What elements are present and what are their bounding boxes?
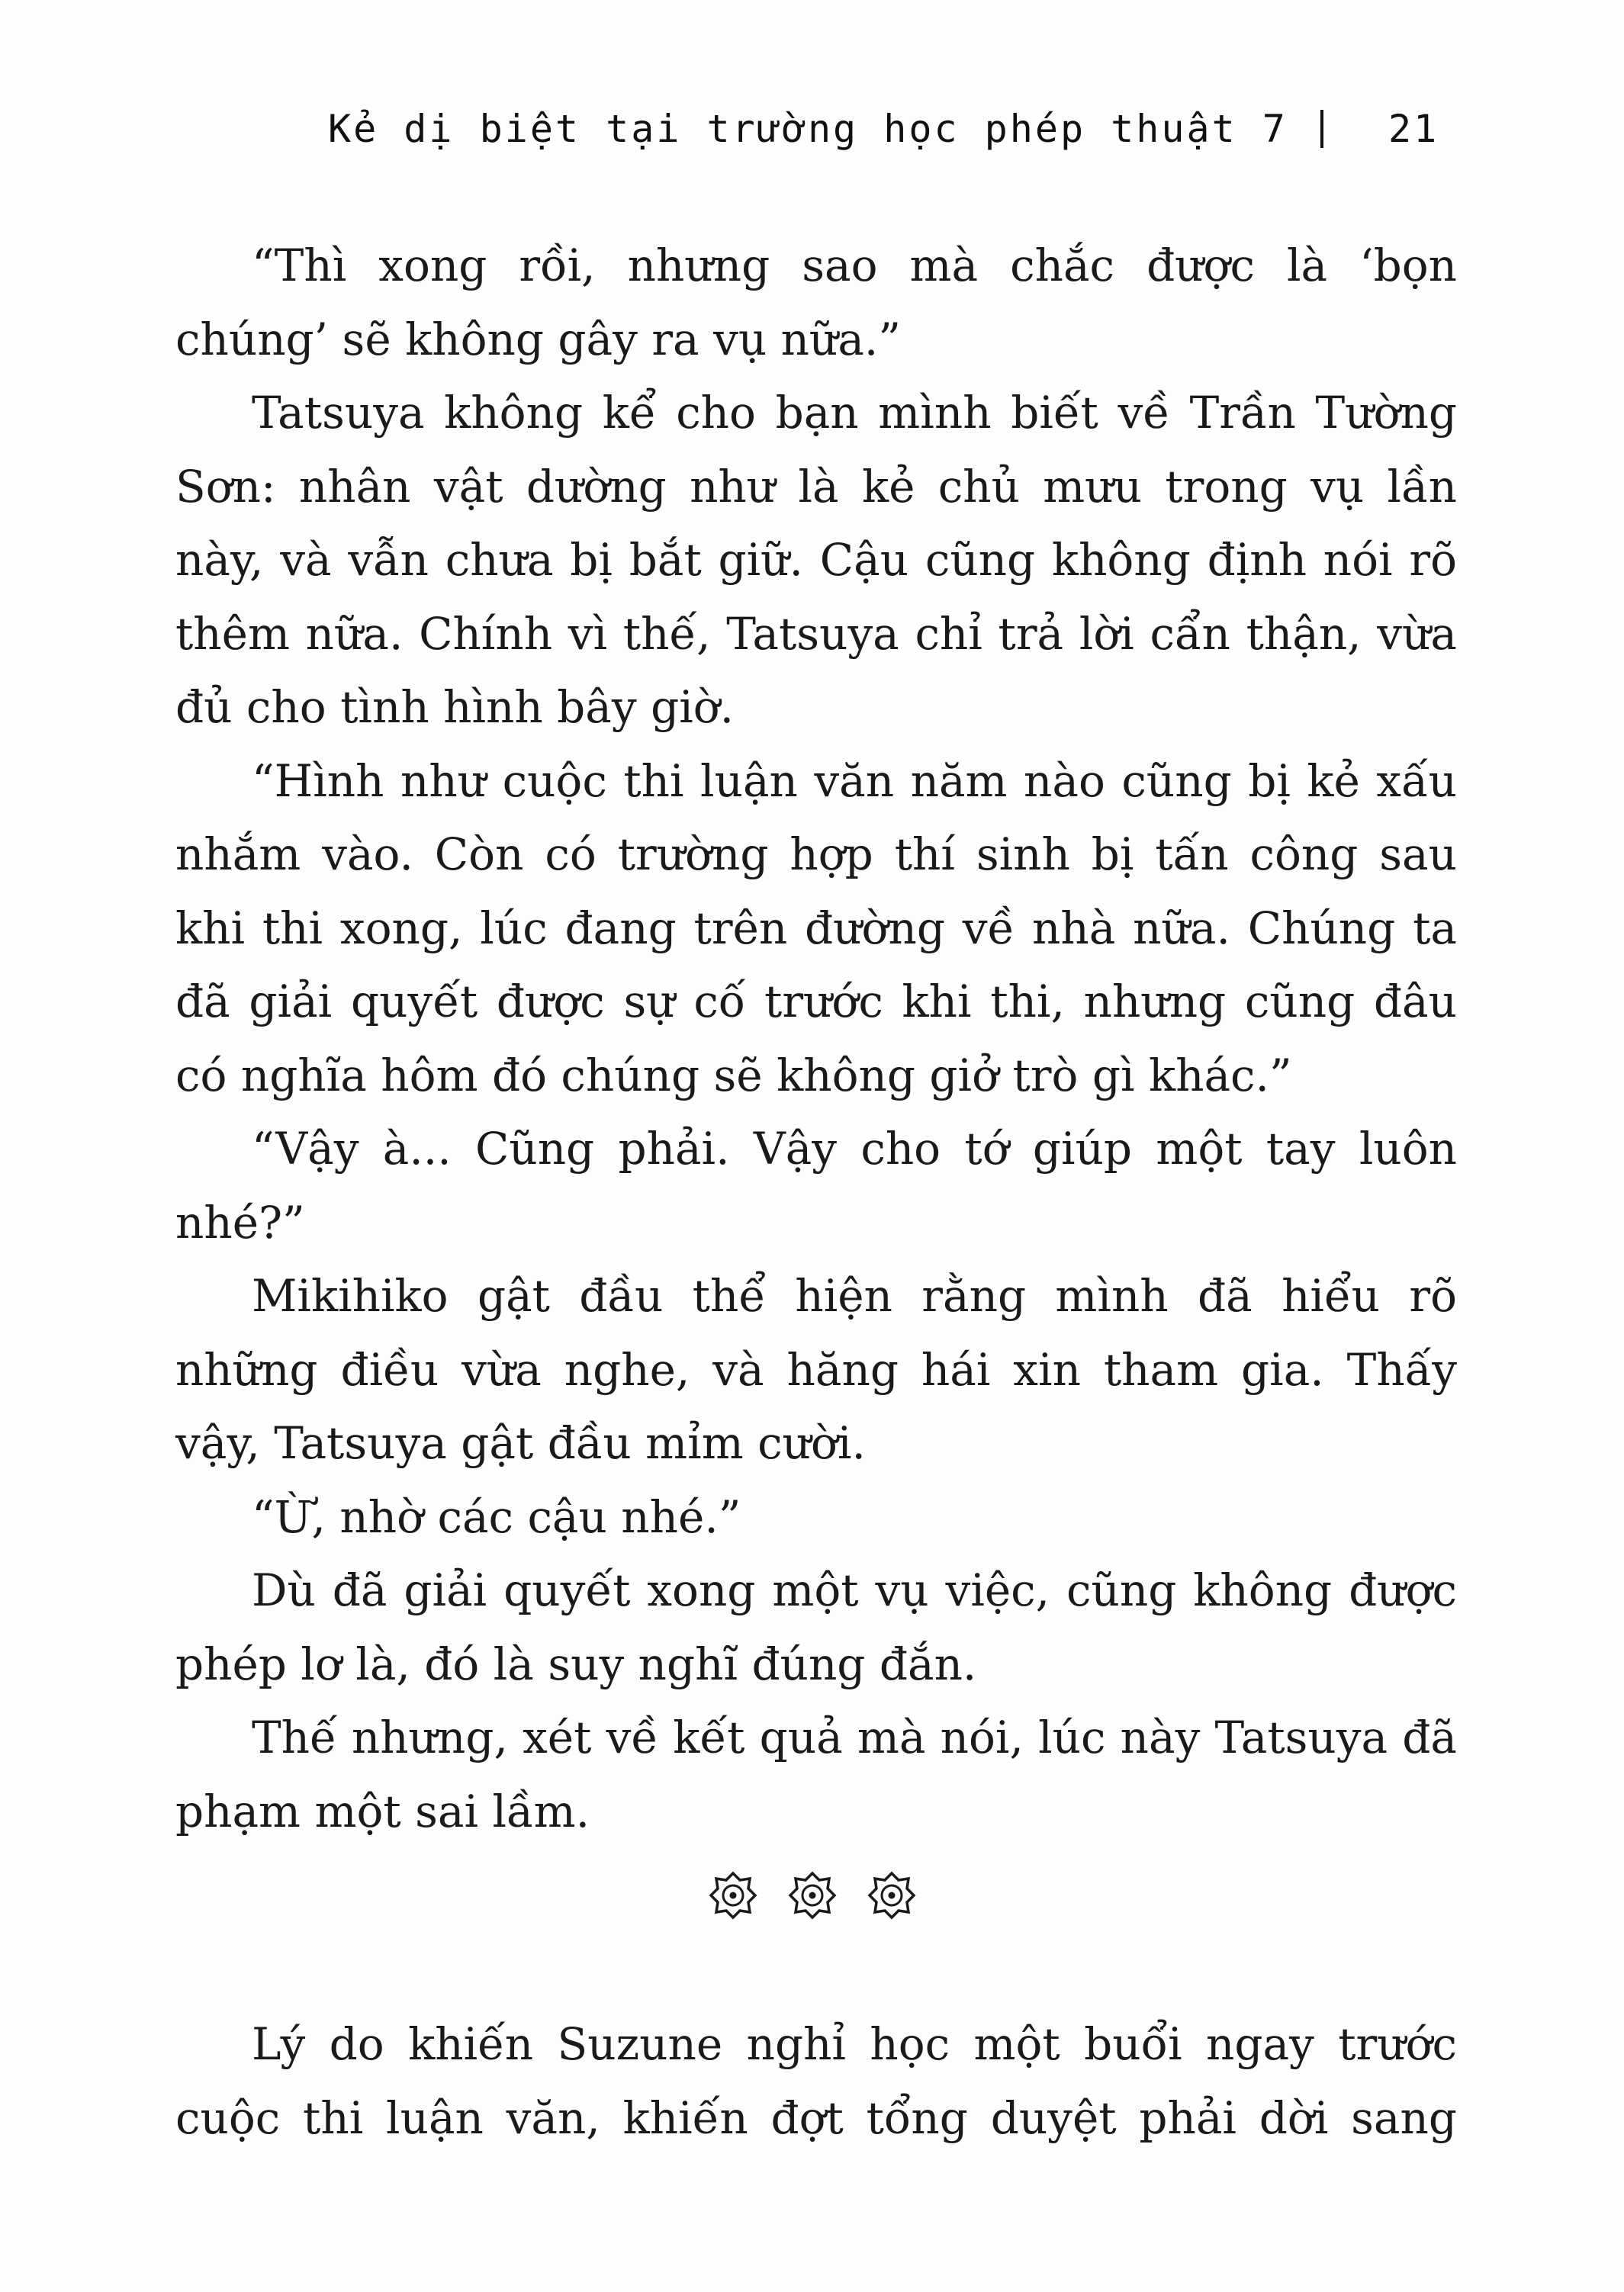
- page-number: 21: [1388, 107, 1439, 151]
- scene-break-ornament-icon: [786, 1869, 839, 1922]
- paragraph: Dù đã giải quyết xong một vụ việc, cũng không được phép lơ là, đó là suy nghĩ đúng đắn.: [175, 1564, 1457, 1690]
- paragraph: “Thì xong rồi, nhưng sao mà chắc được là ‘bọn chúng’ sẽ không gây ra vụ nữa.”: [175, 239, 1457, 365]
- paragraph: Thế nhưng, xét về kết quả mà nói, lúc này Tatsuya đã phạm một sai lầm.: [175, 1712, 1457, 1837]
- paragraph: Lý do khiến Suzune nghỉ học một buổi ngay trước cuộc thi luận văn, khiến đợt tổng duyệt phải dời sang: [175, 2018, 1457, 2144]
- scene-break: [0, 1869, 1624, 1930]
- paragraph: “Ừ, nhờ các cậu nhé.”: [252, 1490, 741, 1543]
- body-text: [175, 229, 1457, 1848]
- body-text-after-break: [175, 2008, 1457, 2155]
- paragraph: Tatsuya không kể cho bạn mình biết về Trần Tường Sơn: nhân vật dường như là kẻ chủ mưu trong vụ lần này, và vẫn chưa bị bắt giữ. Cậu cũng không định nói rõ thêm nữa. Chính vì thế, Tatsuya chỉ trả lời cẩn thận, vừa đủ cho tình hình bây giờ.: [175, 387, 1457, 733]
- paragraph: Mikihiko gật đầu thể hiện rằng mình đã hiểu rõ những điều vừa nghe, và hăng hái xin tham gia. Thấy vậy, Tatsuya gật đầu mỉm cười.: [175, 1270, 1457, 1469]
- scene-break-ornament-icon: [865, 1869, 918, 1922]
- paragraph: “Hình như cuộc thi luận văn năm nào cũng bị kẻ xấu nhắm vào. Còn có trường hợp thí sinh bị tấn công sau khi thi xong, lúc đang trên đường về nhà nữa. Chúng ta đã giải quyết được sự cố trước khi thi, nhưng cũng đâu có nghĩa hôm đó chúng sẽ không giở trò gì khác.”: [175, 754, 1457, 1101]
- page-header: [320, 107, 1457, 168]
- header-separator: [1320, 110, 1323, 148]
- paragraph: “Vậy à... Cũng phải. Vậy cho tớ giúp một tay luôn nhé?”: [175, 1123, 1457, 1249]
- running-title: Kẻ dị biệt tại trường học phép thuật 7: [328, 107, 1288, 151]
- scene-break-ornament-icon: [706, 1869, 760, 1922]
